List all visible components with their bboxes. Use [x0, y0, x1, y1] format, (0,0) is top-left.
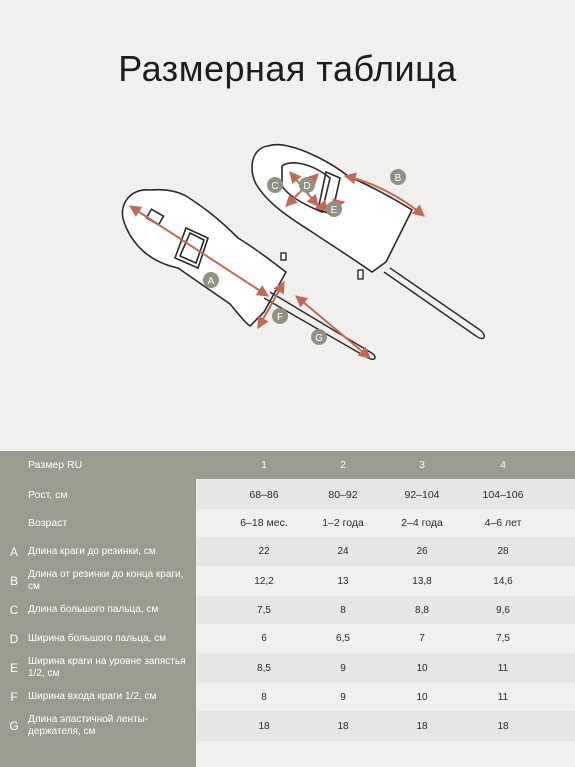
- right-strap: [358, 268, 484, 338]
- marker-d: [299, 177, 315, 193]
- marker-c: [267, 177, 283, 193]
- row-letter: F: [10, 690, 18, 704]
- cell: 7,5: [257, 604, 271, 616]
- table-row: [0, 711, 575, 741]
- cell: 7: [419, 633, 425, 644]
- svg-text:B: B: [394, 173, 402, 184]
- cell: 9: [340, 662, 346, 674]
- table-row-age: [0, 509, 575, 537]
- marker-g: [311, 329, 327, 345]
- cell: 18: [497, 720, 509, 732]
- table-row: [0, 653, 575, 683]
- size-table: [0, 451, 575, 767]
- cell: 14,6: [493, 575, 513, 587]
- cell: 12,2: [254, 575, 274, 587]
- size-col-2: 2: [340, 459, 346, 471]
- marker-f: [272, 308, 288, 324]
- table-row-height: [0, 480, 575, 509]
- row-letter: A: [9, 544, 18, 559]
- svg-text:D: D: [303, 181, 311, 192]
- row-letter: D: [9, 631, 19, 646]
- cell: 11: [497, 662, 509, 674]
- svg-text:F: F: [276, 312, 284, 323]
- cell: 13: [337, 575, 349, 587]
- age-val-2: 1–2 года: [322, 517, 364, 529]
- svg-text:A: A: [207, 276, 215, 287]
- table-header-row: [0, 451, 575, 479]
- table-row: [0, 596, 575, 624]
- mitten-diagram: [0, 130, 575, 370]
- table-row-empty: [0, 741, 575, 767]
- age-val-1: 6–18 мес.: [240, 517, 288, 529]
- size-col-1: 1: [261, 459, 267, 471]
- height-label: Рост, см: [28, 488, 68, 501]
- cell: 6: [261, 633, 267, 644]
- age-val-3: 2–4 года: [401, 517, 443, 529]
- cell: 8,8: [415, 604, 429, 616]
- cell: 24: [337, 546, 349, 557]
- marker-e: [326, 201, 342, 217]
- cell: 28: [497, 546, 509, 557]
- row-letter: G: [9, 719, 19, 733]
- height-val-2: 80–92: [328, 488, 358, 501]
- size-col-4: 4: [500, 459, 506, 471]
- age-val-4: 4–6 лет: [484, 517, 522, 529]
- marker-a: [203, 272, 219, 288]
- height-val-1: 68–86: [249, 488, 279, 501]
- row-label: Длина от резинки до конца краги, см: [28, 569, 184, 592]
- cell: 13,8: [412, 575, 432, 587]
- svg-text:C: C: [271, 181, 279, 192]
- page-title: Размерная таблица: [118, 48, 457, 89]
- cell: 26: [416, 546, 428, 557]
- row-label: Ширина краги на уровне запястья 1/2, см: [28, 656, 186, 679]
- cell: 9: [340, 691, 346, 703]
- cell: 9,6: [496, 604, 510, 616]
- age-label: Возраст: [28, 517, 68, 529]
- header-label: Размер RU: [28, 459, 83, 471]
- size-col-3: 3: [419, 459, 425, 471]
- svg-text:G: G: [315, 333, 323, 344]
- table-row: [0, 624, 575, 653]
- row-label: Длина большого пальца, см: [28, 604, 159, 615]
- cell: 10: [416, 662, 428, 674]
- cell: 22: [258, 546, 270, 557]
- cell: 18: [258, 720, 270, 732]
- left-mitten: [122, 190, 286, 326]
- row-label: Длина краги до резинки, см: [28, 545, 156, 557]
- svg-text:E: E: [330, 205, 338, 216]
- row-label: Длина эластичной ленты-держателя, см: [28, 714, 149, 737]
- cell: 8,5: [257, 662, 271, 674]
- row-letter: C: [9, 603, 19, 617]
- cell: 8: [261, 691, 267, 703]
- cell: 18: [416, 720, 428, 732]
- row-label: Ширина входа краги 1/2, см: [28, 691, 157, 702]
- height-val-4: 104–106: [482, 488, 524, 501]
- row-label: Ширина большого пальца, см: [28, 632, 166, 644]
- cell: 8: [340, 604, 346, 616]
- cell: 6,5: [336, 633, 350, 644]
- marker-b: [390, 169, 406, 185]
- height-val-3: 92–104: [404, 488, 440, 501]
- row-letter: B: [9, 574, 18, 588]
- cell: 7,5: [496, 633, 510, 644]
- cell: 18: [337, 720, 349, 732]
- table-row: [0, 566, 575, 596]
- table-row: [0, 683, 575, 711]
- cell: 10: [416, 691, 428, 703]
- row-letter: E: [9, 661, 18, 675]
- table-row: [0, 537, 575, 566]
- cell: 11: [497, 691, 509, 703]
